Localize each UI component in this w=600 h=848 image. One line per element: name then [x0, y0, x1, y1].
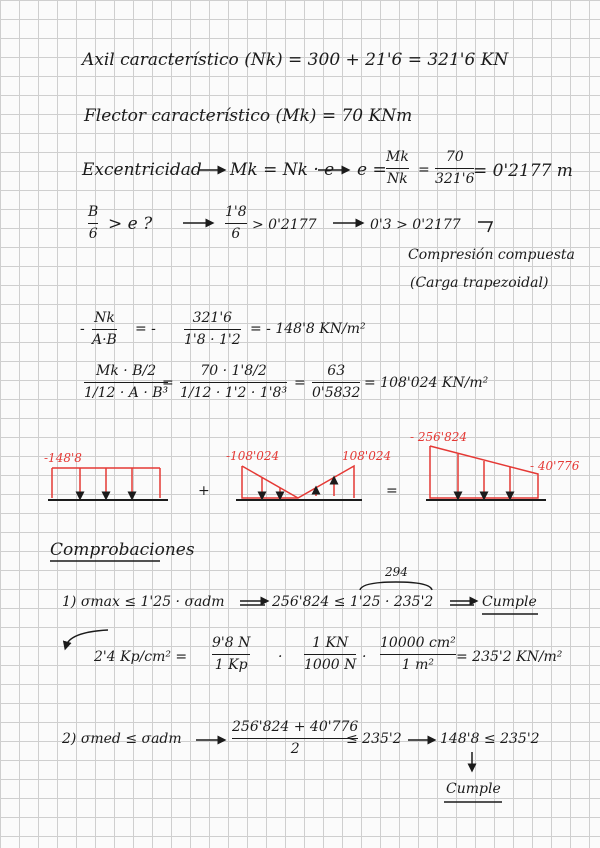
check2-mid: ≤ 235'2: [346, 731, 402, 747]
cond-18: 1'8: [225, 204, 247, 220]
e-den: Nk: [387, 171, 408, 188]
excentricidad-eq: Mk = Nk · e: [230, 160, 335, 180]
conv-lead: 2'4 Kp/cm² =: [94, 649, 188, 665]
diagram-uniform: [52, 468, 160, 498]
conv-f2-den: 1000 N: [304, 657, 357, 674]
curve-arrow: [66, 630, 108, 646]
conv-f3-num: 10000 cm²: [380, 635, 456, 651]
e-eq: e =: [357, 160, 387, 180]
row2-lhs-den: 1/12 · A · B³: [84, 385, 169, 402]
d3-right-label: - 40'776: [530, 459, 580, 473]
flector-line: Flector característico (Mk) = 70 KNm: [84, 106, 413, 126]
conv-f3-den: 1 m²: [401, 657, 434, 674]
cond-6b: 6: [231, 226, 241, 243]
conv-f1-num: 9'8 N: [212, 635, 251, 651]
check2-result: 148'8 ≤ 235'2: [440, 731, 540, 747]
conv-result: = 235'2 KN/m²: [456, 649, 563, 665]
conv-f1: [212, 636, 250, 674]
check2-den: 2: [290, 741, 300, 758]
e-eq-sign: =: [418, 162, 430, 178]
check1-cumple: Cumple: [482, 594, 537, 610]
conv-f3: [380, 636, 456, 674]
brace: [360, 582, 432, 590]
row2-lhs-num: Mk · B/2: [96, 363, 157, 379]
row1-result: = - 148'8 KN/m²: [250, 321, 366, 337]
d3-left-label: - 256'824: [410, 430, 467, 444]
row2-r-num: 63: [327, 363, 346, 379]
axil-line: Axil característico (Nk) = 300 + 21'6 = 321'6 KN: [82, 50, 509, 70]
row1-eq: = -: [135, 321, 156, 337]
e-num2: 70: [445, 149, 464, 165]
equals-sign: =: [386, 483, 398, 499]
conv-f2: [304, 636, 356, 674]
cond-gt: > e ?: [108, 214, 153, 234]
arrow-double-1: [240, 601, 265, 605]
conv-dot1: ·: [278, 649, 283, 665]
d1-label: -148'8: [44, 451, 82, 465]
cond-cmp1: > 0'2177: [252, 217, 317, 233]
e-den2: 321'6: [435, 171, 475, 188]
cond-b: B: [88, 204, 99, 220]
conv-f2-num: 1 KN: [312, 635, 349, 651]
row2-eq1: =: [162, 375, 174, 391]
checks-heading: Comprobaciones: [50, 540, 195, 560]
conv-f1-den: 1 Kp: [214, 657, 248, 674]
row2-mid-num: 70 · 1'8/2: [200, 363, 267, 379]
e-num: Mk: [386, 149, 409, 165]
row2-result: = 108'024 KN/m²: [364, 375, 489, 391]
brace-label: 294: [385, 565, 408, 579]
row1-lhs-den: A·B: [92, 332, 117, 349]
conv-dot2: ·: [362, 649, 367, 665]
row1-mid-den: 1'8 · 1'2: [184, 332, 241, 349]
e-result: = 0'2177 m: [473, 161, 573, 181]
plus-sign: +: [198, 483, 210, 499]
d2-right-label: 108'024: [342, 449, 392, 463]
diagram-bending: [242, 466, 354, 498]
row1-lhs-num: Nk: [94, 310, 115, 326]
d2-left-label: -108'024: [226, 449, 280, 463]
excentricidad-label: Excentricidad: [82, 160, 202, 180]
check1-text: 1) σmax ≤ 1'25 · σadm: [62, 594, 225, 610]
check1-mid: 256'824 ≤ 1'25 · 235'2: [272, 594, 434, 610]
check2-fraction: [232, 720, 358, 758]
row2-mid-den: 1/12 · 1'2 · 1'8³: [180, 385, 288, 402]
check2-num: 256'824 + 40'776: [232, 719, 359, 735]
check2-text: 2) σmed ≤ σadm: [62, 731, 182, 747]
check2-cumple: Cumple: [446, 781, 501, 797]
carga-trapezoidal: (Carga trapezoidal): [410, 275, 549, 291]
cond-cmp2: 0'3 > 0'2177: [370, 217, 461, 233]
cond-6: 6: [88, 226, 98, 243]
compresion-compuesta: Compresión compuesta: [408, 247, 575, 263]
row1-mid-num: 321'6: [192, 310, 233, 326]
diagram-trapezoidal: [430, 446, 538, 498]
row1-minus: -: [80, 321, 85, 337]
row2-r-den: 0'5832: [312, 385, 361, 402]
row2-eq2: =: [294, 375, 306, 391]
arrow-double-2: [450, 601, 474, 605]
arrow-curve-down: [478, 222, 492, 232]
